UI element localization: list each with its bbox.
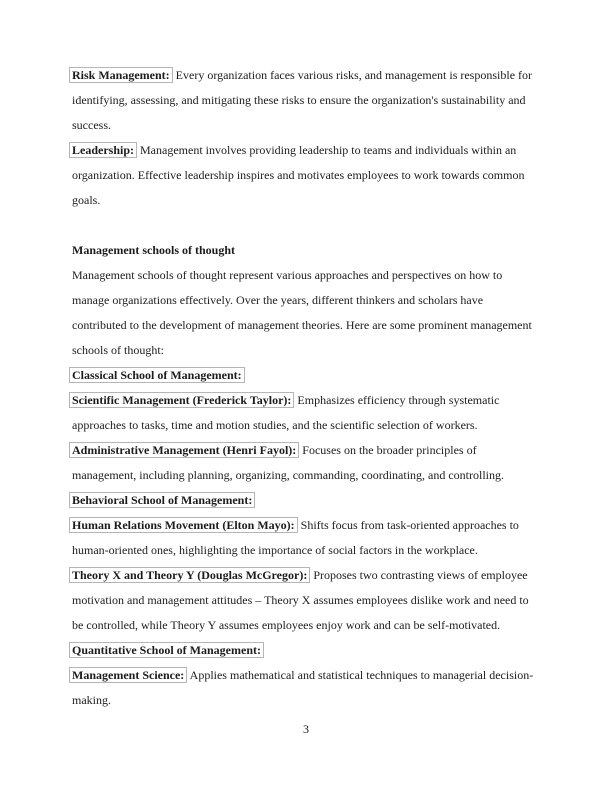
paragraph: Administrative Management (Henri Fayol): Focuses on the broader principles of management, including planning, organizing, commanding, coordinating, and controlling. [72,438,540,488]
term-label: Leadership: [69,142,137,158]
paragraph: Risk Management: Every organization faces various risks, and management is responsible for identifying, assessing, and mitigating these risks to ensure the organization's sustainability and success. [72,63,540,138]
term-label: Classical School of Management: [69,367,245,383]
term-label: Behavioral School of Management: [69,492,255,508]
term-label: Human Relations Movement (Elton Mayo): [69,517,298,533]
term-label: Scientific Management (Frederick Taylor): [69,392,294,408]
boxed-subheading [72,363,540,388]
paragraph: Leadership: Management involves providing leadership to teams and individuals within an organization. Effective leadership inspires and motivates employees to work towards common goals. [72,138,540,213]
paragraph: Management Science: Applies mathematical and statistical techniques to managerial decision-making. [72,663,540,713]
paragraph: Scientific Management (Frederick Taylor): Emphasizes efficiency through systematic approaches to tasks, time and motion studies, and the scientific selection of workers. [72,388,540,438]
boxed-subheading [72,488,540,513]
section-heading: Management schools of thought [72,243,236,257]
blank-line [72,213,540,238]
paragraph: Human Relations Movement (Elton Mayo): Shifts focus from task-oriented approaches to human-oriented ones, highlighting the importance of social factors in the workplace. [72,513,540,563]
paragraph: Management schools of thought represent various approaches and perspectives on how to manage organizations effectively. Over the years, different thinkers and scholars have contributed to the development of management theories. Here are some prominent management schools of thought: [72,268,532,357]
boxed-subheading [72,638,540,663]
term-label: Risk Management: [69,67,173,83]
page-number-label: 3 [303,722,309,736]
term-label: Administrative Management (Henri Fayol): [69,442,299,458]
paragraph: Theory X and Theory Y (Douglas McGregor): Proposes two contrasting views of employee motivation and management attitudes – Theory X assumes employees dislike work and need to be controlled, while Theory Y assumes employees enjoy work and can be self-motivated. [72,563,540,638]
document-content [72,63,540,713]
term-label: Quantitative School of Management: [69,642,264,658]
page-footer [0,721,612,737]
term-label: Management Science: [69,667,187,683]
term-label: Theory X and Theory Y (Douglas McGregor): [69,567,310,583]
